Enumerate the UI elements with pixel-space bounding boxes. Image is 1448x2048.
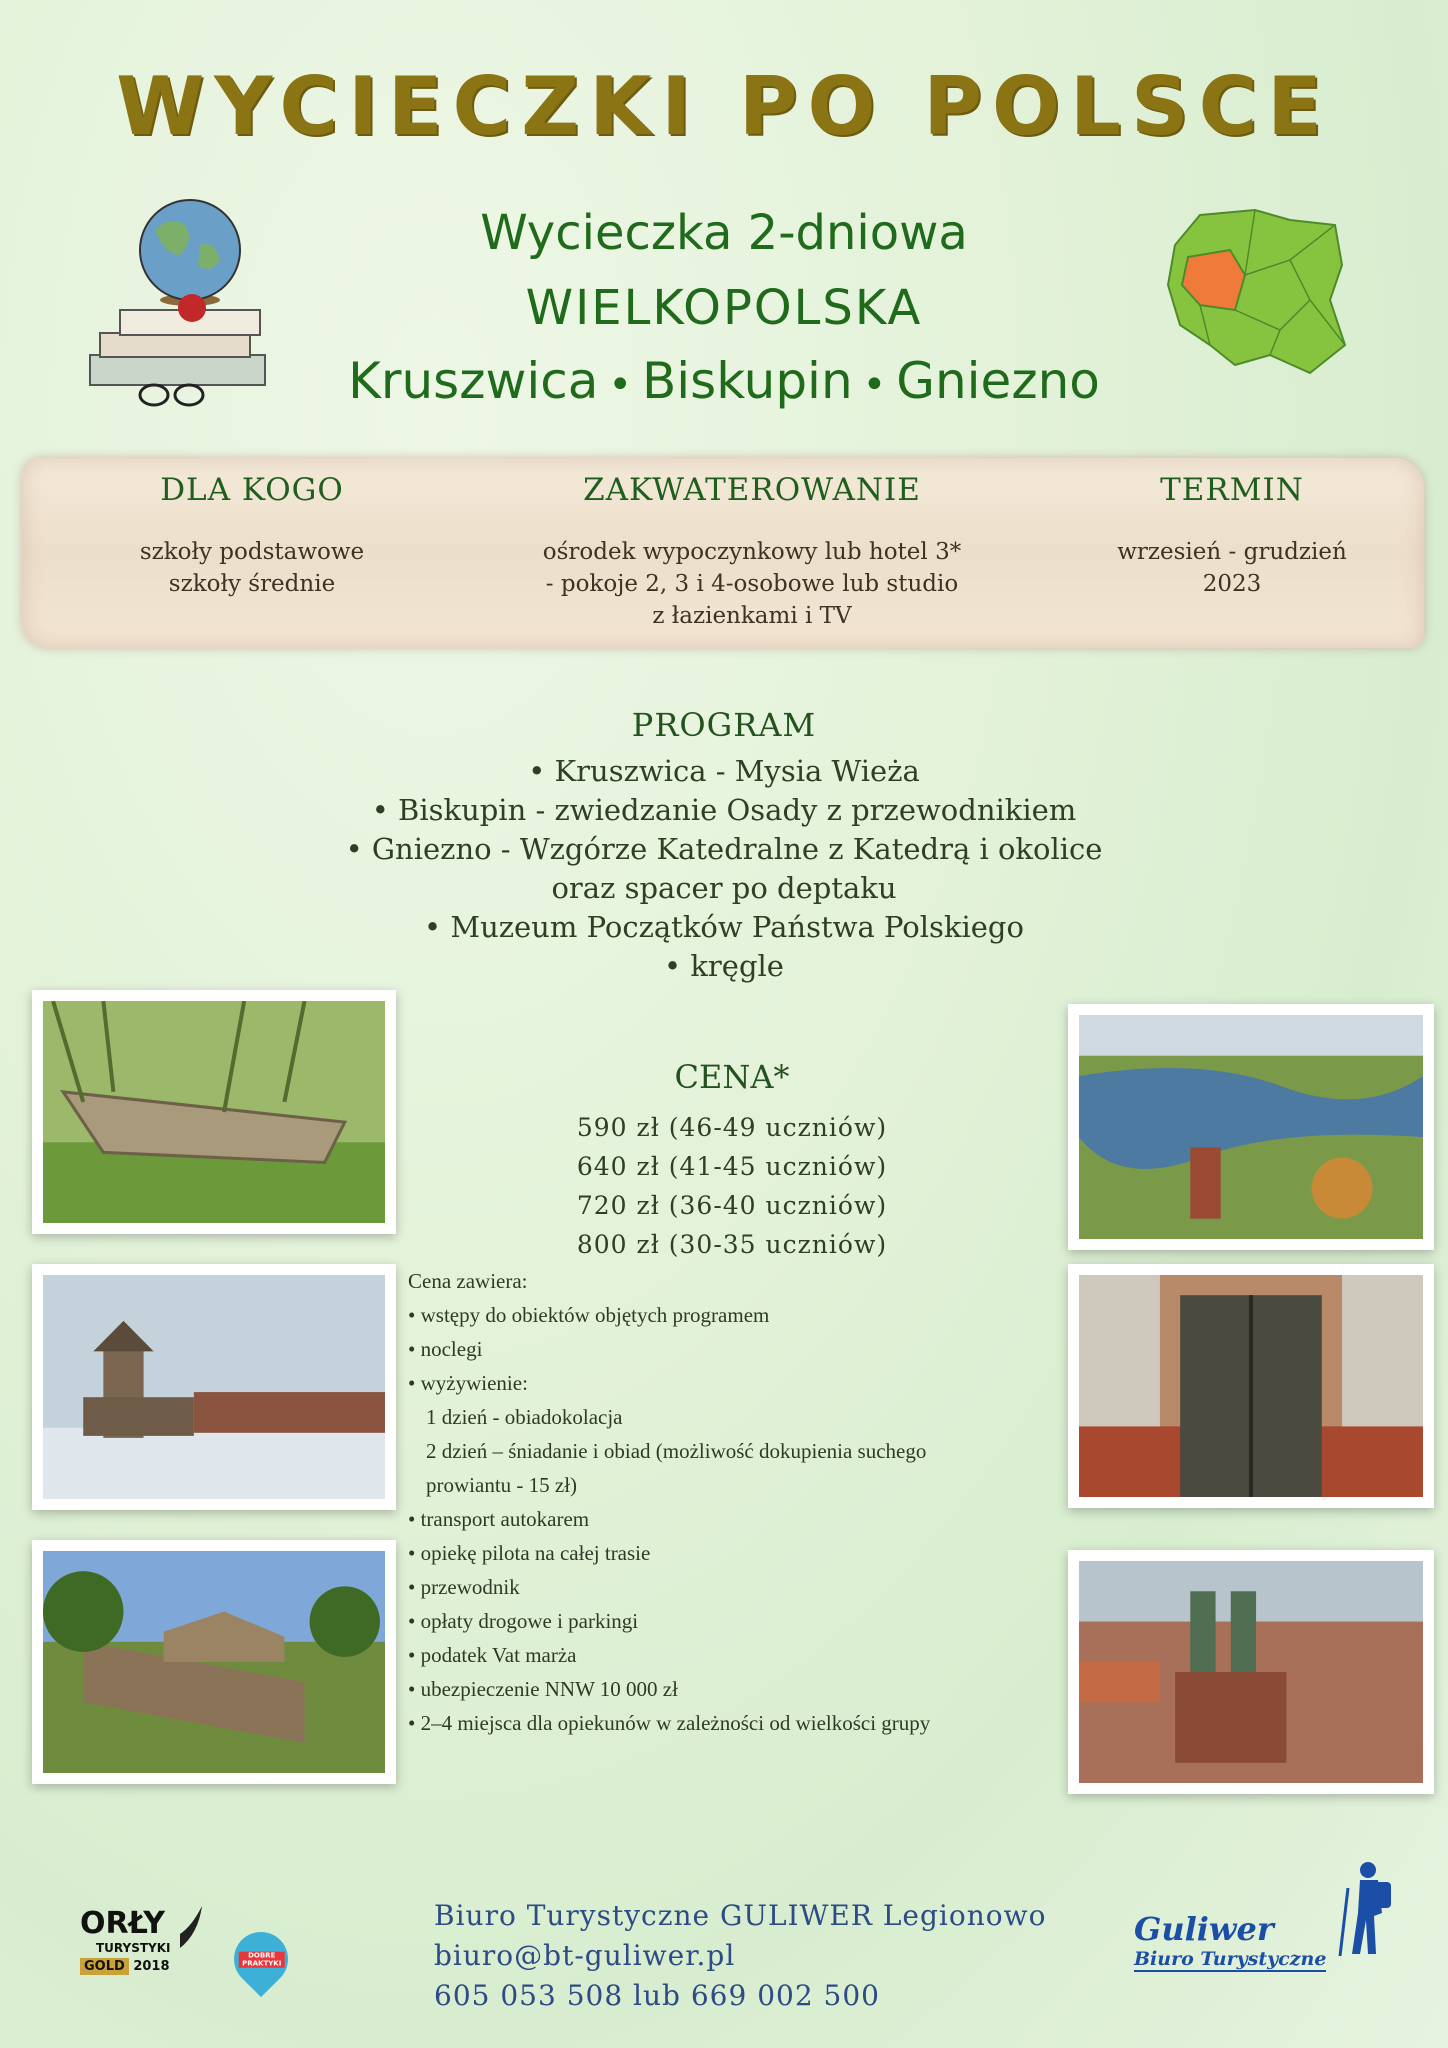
guliwer-name: Guliwer — [1134, 1910, 1274, 1948]
accommodation-line: - pokoje 2, 3 i 4-osobowe lub studio — [545, 571, 959, 597]
photo-biskupin-winter — [32, 1264, 396, 1510]
includes-item: • przewodnik — [408, 1575, 520, 1599]
photo-biskupin-settlement — [32, 1540, 396, 1784]
company-name: Biuro Turystyczne GULIWER Legionowo — [434, 1899, 1047, 1932]
program-item: oraz spacer po deptaku — [551, 871, 897, 905]
dobre-praktyki-logo — [223, 1921, 299, 1997]
poland-map-icon — [1160, 205, 1350, 380]
route: Kruszwica • Biskupin • Gniezno — [348, 352, 1100, 410]
page-title: WYCIECZKI PO POLSCE — [116, 60, 1332, 153]
program-heading: PROGRAM — [631, 706, 817, 744]
includes-item: 1 dzień - obiadokolacja — [426, 1405, 623, 1429]
guliwer-logo — [1134, 1910, 1326, 1972]
contact-block — [434, 1896, 1046, 2016]
photo-boat — [32, 990, 396, 1234]
price-row: 640 zł (41-45 uczniów) — [576, 1152, 888, 1181]
includes-item: • ubezpieczenie NNW 10 000 zł — [408, 1677, 678, 1701]
term-line: wrzesień - grudzień — [1117, 539, 1347, 565]
includes-item: • wyżywienie: — [408, 1371, 528, 1395]
for-whom-line: szkoły podstawowe — [139, 539, 365, 565]
guliwer-sub: Biuro Turystyczne — [1134, 1948, 1327, 1970]
accommodation-line: z łazienkami i TV — [652, 603, 852, 629]
orly-sub: TURYSTYKI — [96, 1941, 171, 1955]
orly-year: 2018 — [133, 1959, 170, 1974]
includes-item: • transport autokarem — [408, 1507, 590, 1531]
hiker-icon — [1330, 1858, 1400, 1958]
term-line: 2023 — [1202, 571, 1262, 597]
email-link[interactable]: biuro@bt-guliwer.pl — [434, 1939, 736, 1972]
accommodation-section — [462, 472, 1042, 632]
program-item: • Muzeum Początków Państwa Polskiego — [424, 910, 1024, 944]
term-section — [1082, 472, 1382, 600]
route-stop: Kruszwica — [348, 352, 599, 410]
price-row: 800 zł (30-35 uczniów) — [576, 1230, 888, 1259]
eagle-wing-icon — [178, 1904, 204, 1950]
includes-item: • 2–4 miejsca dla opiekunów w zależności od wielkości grupy — [408, 1711, 931, 1735]
includes-item: prowiantu - 15 zł) — [426, 1473, 578, 1497]
program-item: • Kruszwica - Mysia Wieża — [528, 754, 920, 788]
accommodation-heading: ZAKWATEROWANIE — [583, 472, 921, 508]
includes-item: • opłaty drogowe i parkingi — [408, 1609, 639, 1633]
program-item: • Gniezno - Wzgórze Katedralne z Katedrą i okolice — [345, 832, 1103, 866]
orly-turystyki-logo — [80, 1906, 170, 1974]
program-section — [0, 706, 1448, 986]
orly-name: ORŁY — [80, 1906, 165, 1941]
includes-heading: Cena zawiera: — [408, 1269, 528, 1293]
info-banner — [22, 458, 1424, 648]
price-row: 590 zł (46-49 uczniów) — [576, 1113, 888, 1142]
accommodation-line: ośrodek wypoczynkowy lub hotel 3* — [542, 539, 962, 565]
includes-item: • podatek Vat marża — [408, 1643, 577, 1667]
route-stop: Biskupin — [641, 352, 853, 410]
route-stop: Gniezno — [896, 352, 1100, 410]
program-item: • kręgle — [664, 949, 784, 983]
includes-item: • opiekę pilota na całej trasie — [408, 1541, 651, 1565]
orly-gold: GOLD — [80, 1958, 129, 1975]
price-section — [500, 1058, 964, 1264]
term-heading: TERMIN — [1160, 472, 1304, 508]
includes-item: • noclegi — [408, 1337, 483, 1361]
for-whom-line: szkoły średnie — [168, 571, 336, 597]
price-includes — [408, 1264, 1048, 1740]
for-whom-section — [82, 472, 422, 600]
photo-kruszwica-lake — [1068, 1004, 1434, 1250]
for-whom-heading: DLA KOGO — [160, 472, 344, 508]
price-row: 720 zł (36-40 uczniów) — [576, 1191, 888, 1220]
region-name: WIELKOPOLSKA — [525, 280, 923, 336]
includes-item: 2 dzień – śniadanie i obiad (możliwość dokupienia suchego — [426, 1439, 927, 1463]
includes-item: • wstępy do obiektów objętych programem — [408, 1303, 770, 1327]
photo-gniezno-doors — [1068, 1264, 1434, 1508]
trip-duration: Wycieczka 2-dniowa — [480, 205, 968, 261]
price-heading: CENA* — [674, 1058, 790, 1096]
dobre-label: DOBRE PRAKTYKI — [239, 1952, 285, 1968]
photo-gniezno-cathedral — [1068, 1550, 1434, 1794]
phone-numbers: 605 053 508 lub 669 002 500 — [434, 1979, 880, 2012]
program-item: • Biskupin - zwiedzanie Osady z przewodnikiem — [371, 793, 1077, 827]
